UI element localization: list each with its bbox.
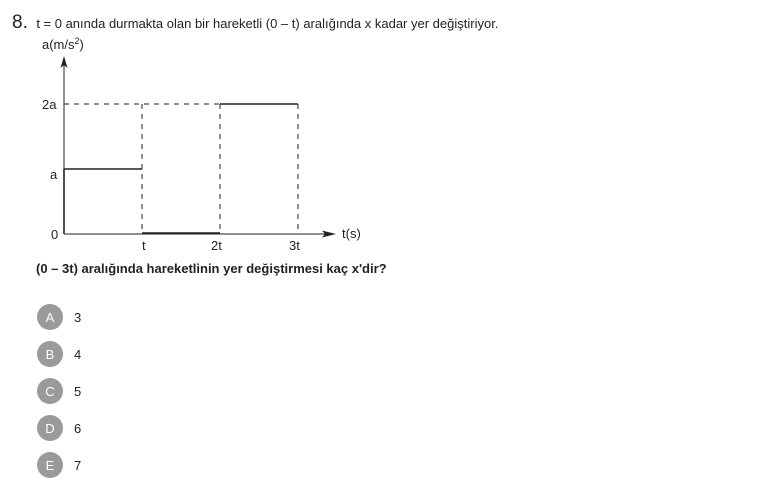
y-tick-a: a xyxy=(50,167,58,182)
question-prompt: (0 – 3t) aralığında hareketlinin yer değiştirmesi kaç x'dir? xyxy=(36,261,387,276)
option-b-badge[interactable]: B xyxy=(37,341,63,367)
option-b[interactable] xyxy=(37,341,81,367)
option-a-value: 3 xyxy=(74,309,82,325)
option-e[interactable] xyxy=(37,452,81,478)
x-axis-label: t(s) xyxy=(342,226,361,241)
question-number: 8. xyxy=(12,12,28,33)
option-b-value: 4 xyxy=(74,346,82,362)
option-a-badge[interactable]: A xyxy=(37,304,63,330)
option-c[interactable] xyxy=(37,378,81,404)
x-tick-t: t xyxy=(142,238,146,253)
option-e-value: 7 xyxy=(74,457,82,473)
answer-options xyxy=(37,304,81,489)
x-tick-3t: 3t xyxy=(289,238,300,253)
x-tick-2t: 2t xyxy=(211,238,222,253)
acceleration-segments xyxy=(64,104,298,234)
y-axis-label: $a(m/s^2)$ xyxy=(42,36,84,52)
option-a[interactable] xyxy=(37,304,81,330)
y-tick-2a: 2a xyxy=(42,97,57,112)
option-d-badge[interactable]: D xyxy=(37,415,63,441)
option-c-value: 5 xyxy=(74,383,82,399)
question-text: t = 0 anında durmakta olan bir hareketli (0 – t) aralığında x kadar yer değiştiriyor. xyxy=(36,16,499,31)
y-tick-0: 0 xyxy=(51,227,59,242)
option-d-value: 6 xyxy=(74,420,82,436)
option-d[interactable] xyxy=(37,415,81,441)
option-e-badge[interactable]: E xyxy=(37,452,63,478)
option-c-badge[interactable]: C xyxy=(37,378,63,404)
